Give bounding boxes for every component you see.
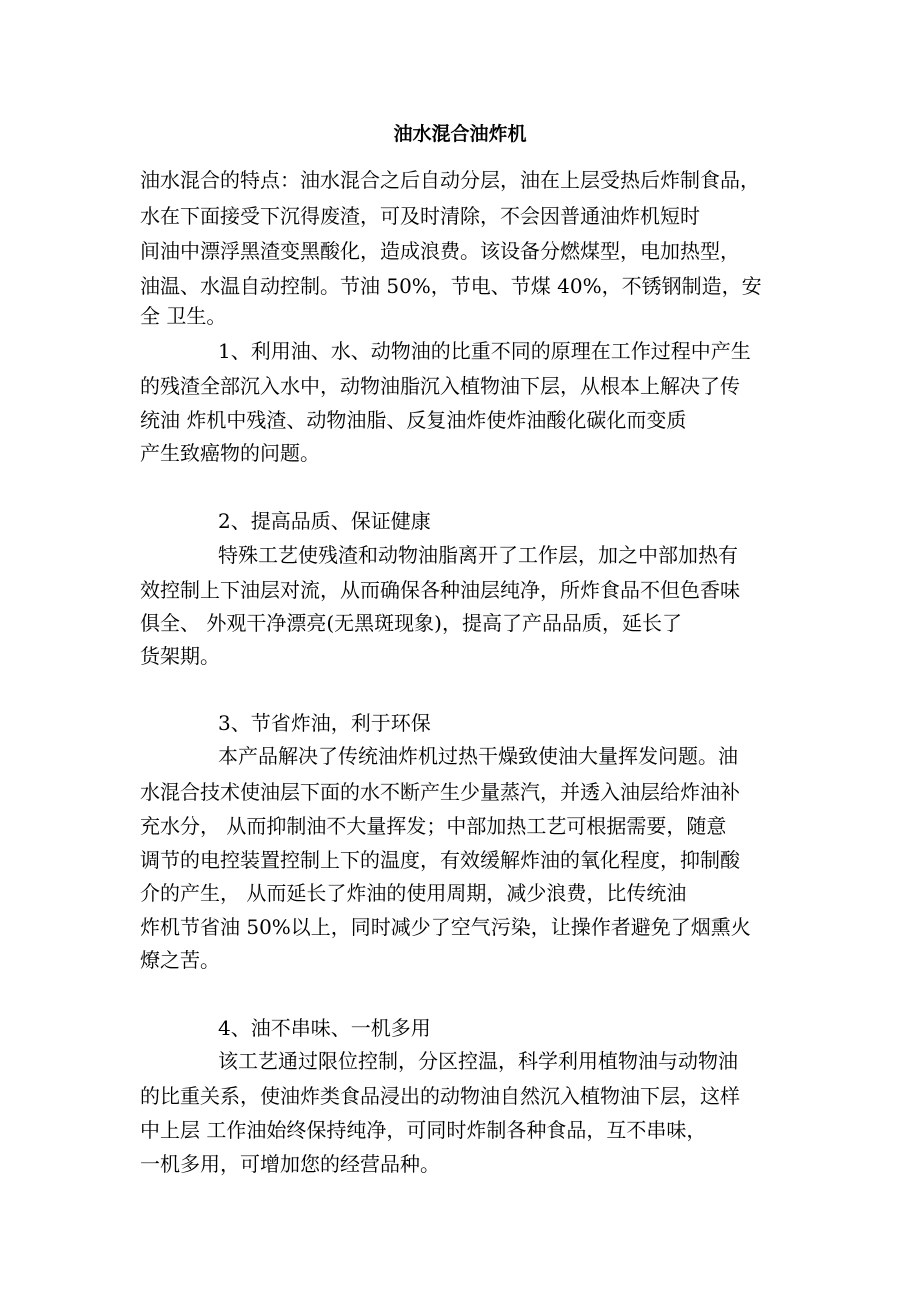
item1-line: 统油 炸机中残渣、动物油脂、反复油炸使炸油酸化碳化而变质	[140, 408, 687, 432]
item2-line: 货架期。	[140, 644, 220, 668]
intro-line: 间油中漂浮黑渣变黑酸化，造成浪费。该设备分燃煤型，电加热型，	[140, 239, 740, 263]
item1-line: 的残渣全部沉入水中，动物油脂沉入植物油下层，从根本上解决了传	[140, 374, 740, 398]
item3-line: 充水分， 从而抑制油不大量挥发；中部加热工艺可根据需要，随意	[140, 814, 727, 838]
item3-line: 燎之苦。	[140, 948, 220, 972]
item3-line: 水混合技术使油层下面的水不断产生少量蒸汽，并透入油层给炸油补	[140, 780, 740, 804]
intro-line: 油水混合的特点：油水混合之后自动分层，油在上层受热后炸制食品，	[140, 168, 760, 192]
document-title: 油水混合油炸机	[393, 123, 527, 145]
item4-line: 中上层 工作油始终保持纯净，可同时炸制各种食品，互不串味，	[140, 1118, 707, 1142]
item2-line: 特殊工艺使残渣和动物油脂离开了工作层，加之中部加热有	[218, 543, 738, 567]
item4-line: 的比重关系，使油炸类食品浸出的动物油自然沉入植物油下层，这样	[140, 1084, 740, 1108]
intro-line: 水在下面接受下沉得废渣，可及时清除，不会因普通油炸机短时	[140, 204, 700, 228]
intro-line: 全 卫生。	[140, 304, 227, 328]
item4-line: 该工艺通过限位控制，分区控温，科学利用植物油与动物油	[218, 1049, 738, 1073]
item3-line: 炸机节省油 50%以上，同时减少了空气污染，让操作者避免了烟熏火	[140, 915, 751, 939]
item4-heading: 4、油不串味、一机多用	[218, 1016, 431, 1040]
item2-line: 效控制上下油层对流，从而确保各种油层纯净，所炸食品不但色香味	[140, 578, 740, 602]
item3-line: 介的产生， 从而延长了炸油的使用周期，减少浪费，比传统油	[140, 881, 687, 905]
item2-heading: 2、提高品质、保证健康	[218, 509, 431, 533]
item1-line: 产生致癌物的问题。	[140, 441, 320, 465]
intro-line: 油温、水温自动控制。节油 50%，节电、节煤 40%，不锈钢制造，安	[140, 274, 762, 298]
item3-line: 调节的电控装置控制上下的温度，有效缓解炸油的氧化程度，抑制酸	[140, 848, 740, 872]
item3-line: 本产品解决了传统油炸机过热干燥致使油大量挥发问题。油	[218, 744, 738, 768]
item1-line: 1、利用油、水、动物油的比重不同的原理在工作过程中产生	[218, 339, 751, 363]
item3-heading: 3、节省炸油，利于环保	[218, 711, 431, 735]
item4-line: 一机多用，可增加您的经营品种。	[140, 1152, 440, 1176]
item2-line: 俱全、 外观干净漂亮(无黑斑现象)，提高了产品品质，延长了	[140, 611, 682, 635]
